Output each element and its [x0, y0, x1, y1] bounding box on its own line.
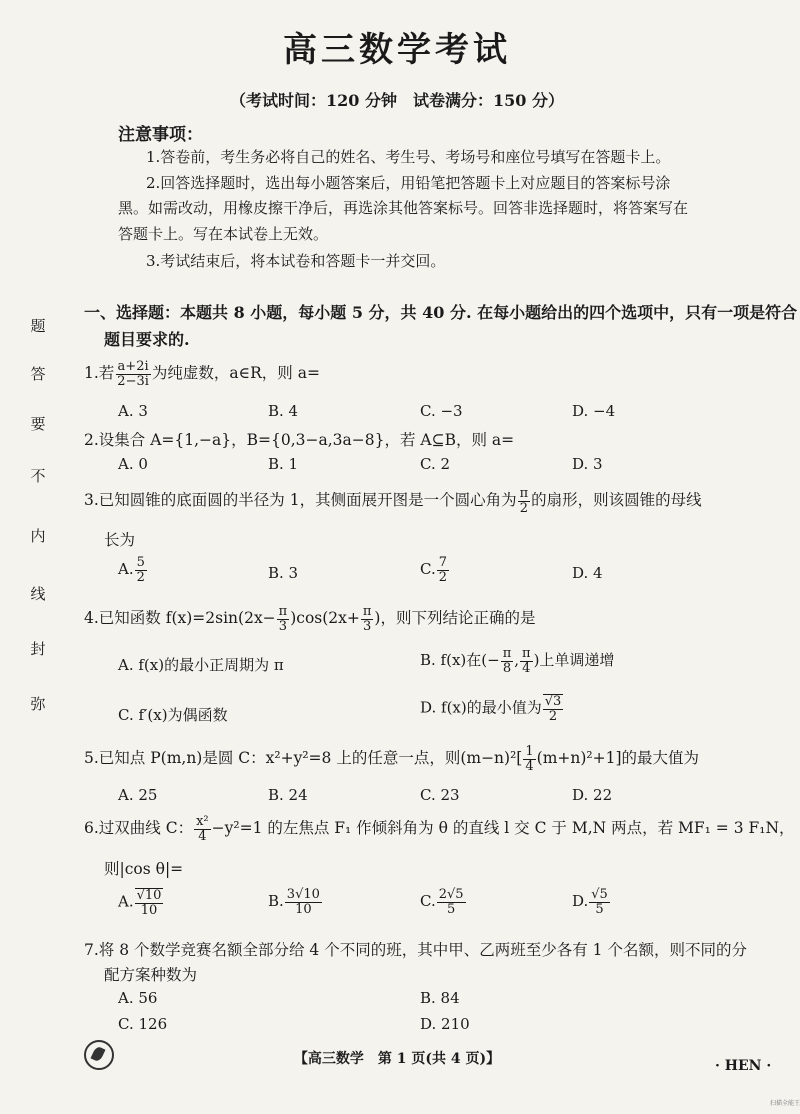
seal-char: 题 — [30, 317, 46, 335]
option-b: B. $\frac{3√10}{10}$ — [268, 887, 320, 917]
option-a: A. $\frac{5}{2}$ — [118, 555, 145, 585]
exam-title: 高三数学考试 — [283, 30, 511, 70]
seal-char: 答 — [30, 365, 46, 383]
option-c: C. 23 — [420, 786, 460, 804]
note-line: 3.考试结束后，将本试卷和答题卡一并交回。 — [146, 252, 446, 270]
option-d: D. 22 — [572, 786, 613, 804]
question-7: 7.将 8 个数学竞赛名额全部分给 4 个不同的班，其中甲、乙两班至少各有 1 个名额，则不同的分 — [84, 941, 747, 959]
option-a: A. f(x)的最小正周期为 π — [118, 656, 284, 674]
option-d: D. 4 — [572, 564, 603, 582]
option-c: C. $\frac{7}{2}$ — [420, 555, 447, 585]
question-1: 1.若 $\frac{a+2i}{2-3i}$ 为纯虚数，a∈R，则 a= — [84, 359, 320, 389]
option-a: A. 25 — [118, 786, 158, 804]
option-a: A. $\frac{√10}{10}$ — [118, 888, 162, 918]
note-line: 1.答卷前，考生务必将自己的姓名、考生号、考场号和座位号填写在答题卡上。 — [146, 148, 671, 166]
seal-char: 要 — [30, 415, 46, 433]
note-line: 2.回答选择题时，选出每小题答案后，用铅笔把答题卡上对应题目的答案标号涂 — [146, 174, 671, 192]
option-a: A. 3 — [118, 402, 148, 420]
option-b: B. 3 — [268, 564, 299, 582]
section-heading: 一、选择题：本题共 8 小题，每小题 5 分，共 40 分. 在每小题给出的四个选项中，只有一项是符合 — [84, 303, 798, 322]
scanner-watermark: 扫描全能王 — [770, 1100, 800, 1107]
page-footer: 【高三数学 第 1 页(共 4 页)】 — [293, 1051, 501, 1067]
option-d: D. 210 — [420, 1015, 470, 1033]
option-c: C. f′(x)为偶函数 — [118, 706, 228, 724]
option-d: D. 3 — [572, 455, 603, 473]
question-4: 4.已知函数 f(x)=2sin(2x− $\frac{\pi}{3}$ )cos(2x+ $\frac{\pi}{3}$ )，则下列结论正确的是 — [84, 604, 536, 634]
seal-char: 内 — [30, 527, 46, 545]
option-b: B. 4 — [268, 402, 299, 420]
seal-char: 线 — [30, 585, 46, 603]
option-c: C. $\frac{2√5}{5}$ — [420, 887, 464, 917]
question-3-cont: 长为 — [104, 531, 136, 549]
exam-subtitle: （考试时间：120 分钟 试卷满分：150 分） — [230, 91, 564, 110]
note-line: 黑。如需改动，用橡皮擦干净后，再选涂其他答案标号。回答非选择题时，将答案写在 — [118, 199, 689, 217]
option-b: B. 84 — [420, 989, 460, 1007]
option-c: C. 2 — [420, 455, 451, 473]
seal-char: 不 — [30, 467, 46, 485]
section-heading-cont: 题目要求的. — [104, 330, 190, 349]
question-6-cont: 则|cos θ|= — [104, 860, 184, 878]
seal-char: 封 — [30, 640, 46, 658]
question-2: 2.设集合 A={1,−a}，B={0,3−a,3a−8}，若 A⊆B，则 a= — [84, 431, 515, 449]
question-5: 5.已知点 P(m,n)是圆 C：x²+y²=8 上的任意一点，则(m−n)²[ $\frac{1}{4}$ (m+n)²+1]的最大值为 — [84, 744, 700, 774]
option-b: B. 24 — [268, 786, 308, 804]
option-d: D. −4 — [572, 402, 616, 420]
option-a: A. 56 — [118, 989, 158, 1007]
option-d: D. f(x)的最小值为 $\frac{√3}{2}$ — [420, 694, 562, 724]
option-a: A. 0 — [118, 455, 148, 473]
option-c: C. −3 — [420, 402, 463, 420]
option-b: B. 1 — [268, 455, 299, 473]
seal-char: 弥 — [30, 695, 46, 713]
option-c: C. 126 — [118, 1015, 168, 1033]
paper-code: · HEN · — [715, 1058, 772, 1074]
note-line: 答题卡上。写在本试卷上无效。 — [118, 225, 329, 243]
question-6: 6.过双曲线 C： $\frac{\text{x²}}{4}$ −y²=1 的左焦点 F₁ 作倾斜角为 θ 的直线 l 交 C 于 M,N 两点，若 MF₁ = 3 F₁N， — [84, 814, 795, 844]
question-3: 3.已知圆锥的底面圆的半径为 1，其侧面展开图是一个圆心角为 $\frac{\pi}{2}$ 的扇形，则该圆锥的母线 — [84, 486, 702, 516]
option-b: B. f(x)在(− $\frac{\pi}{8}$ , $\frac{\pi}{4}$ )上单调递增 — [420, 646, 615, 676]
notes-heading: 注意事项： — [118, 125, 203, 145]
option-d: D. $\frac{√5}{5}$ — [572, 887, 608, 917]
question-7-cont: 配方案种数为 — [104, 966, 198, 984]
